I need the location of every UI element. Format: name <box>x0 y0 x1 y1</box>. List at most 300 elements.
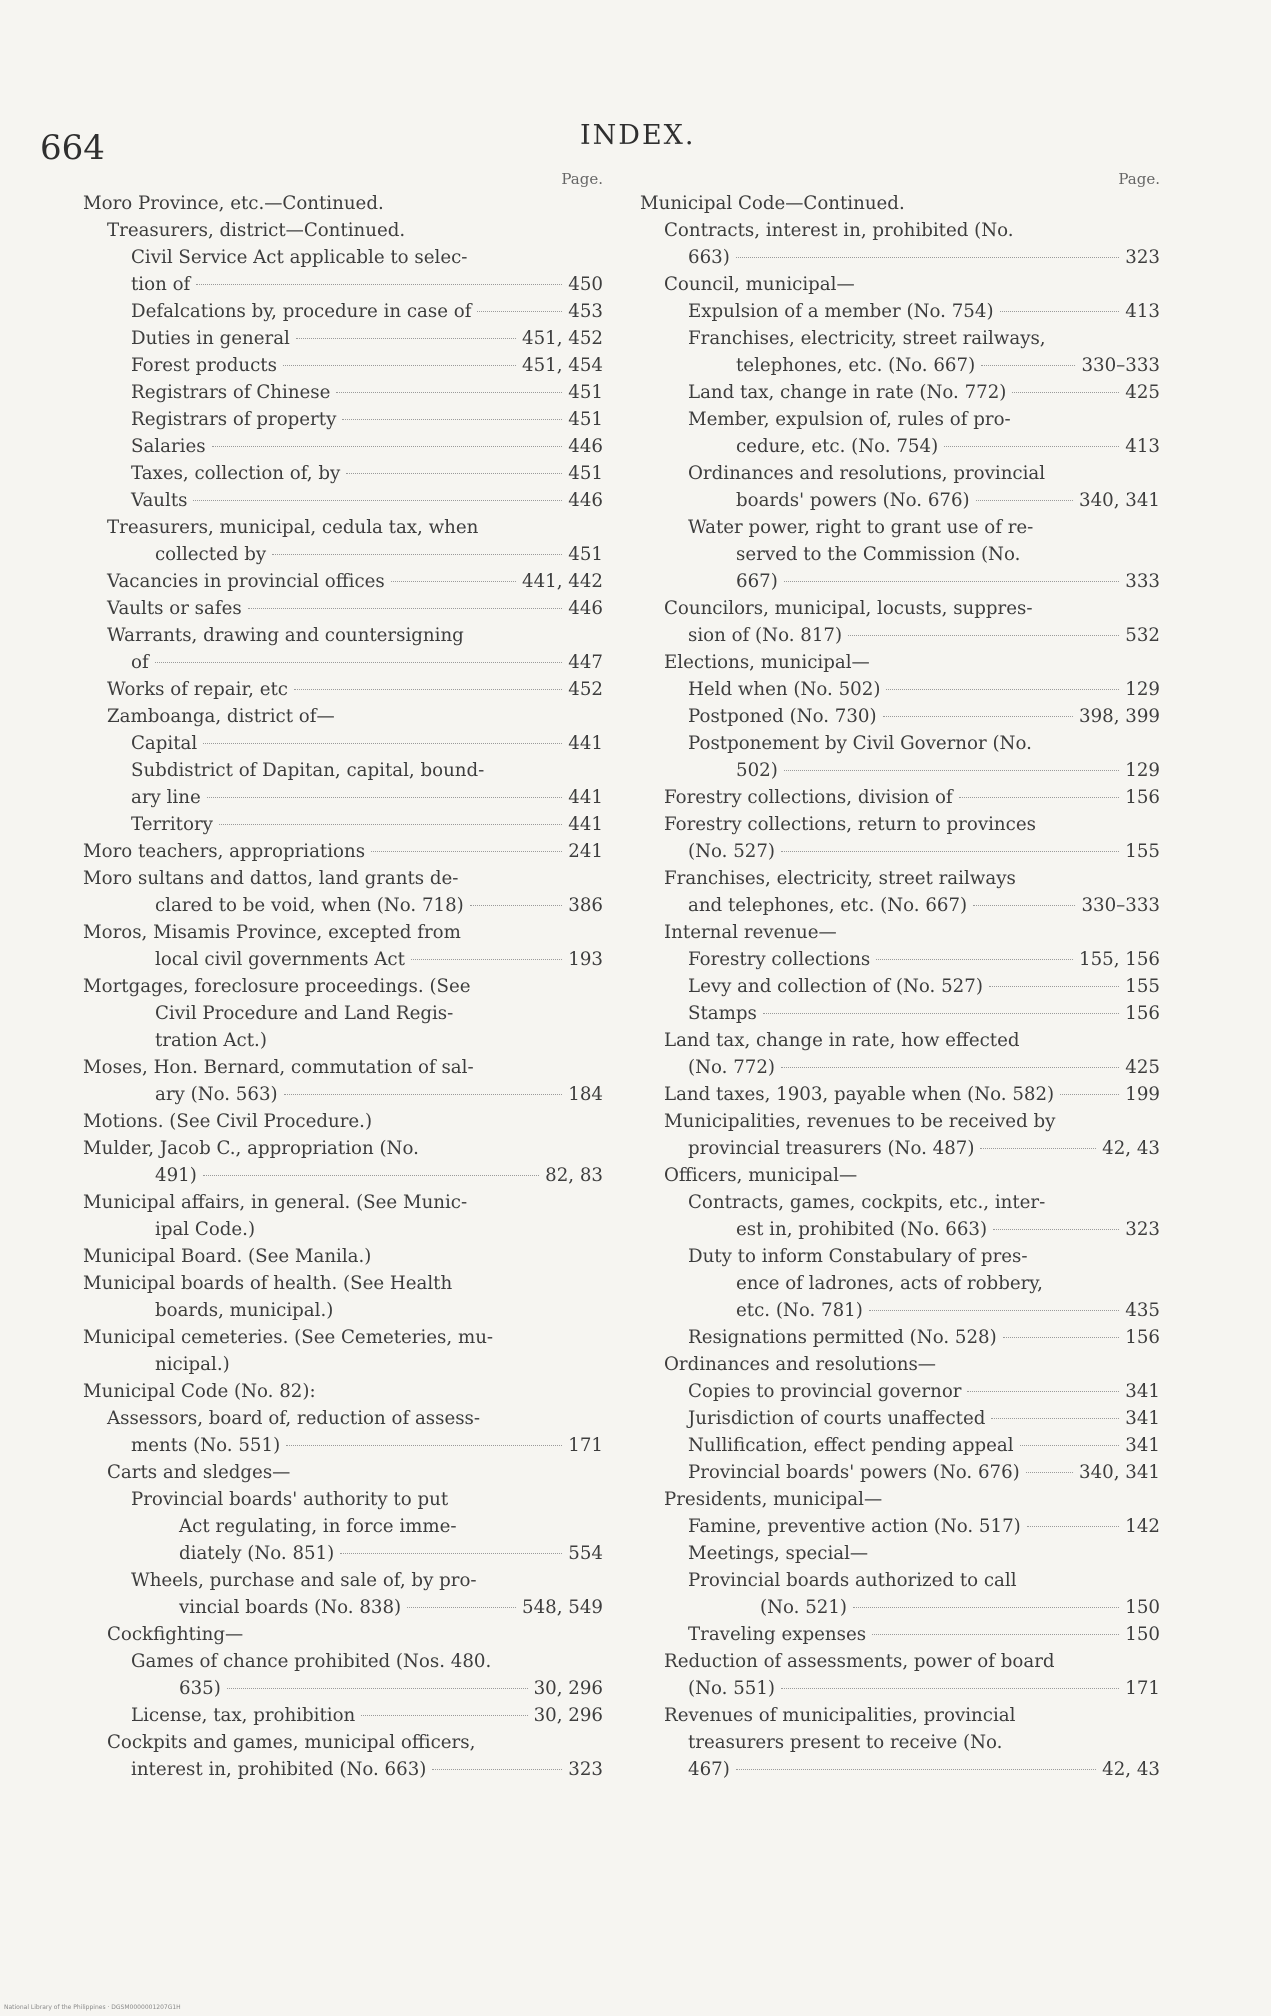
index-entry <box>83 838 603 865</box>
index-entry <box>640 892 1160 919</box>
index-entry <box>83 1000 603 1027</box>
index-entry <box>640 568 1160 595</box>
index-entry <box>83 271 603 298</box>
index-entry <box>640 1459 1160 1486</box>
index-entry <box>83 1432 603 1459</box>
entry-text: Provincial boards' authority to put <box>131 1489 449 1510</box>
entry-text: ipal Code.) <box>155 1219 256 1240</box>
entry-text: Land taxes, 1903, payable when (No. 582) <box>664 1084 1055 1105</box>
index-column-left <box>83 168 603 1783</box>
index-entry <box>640 1081 1160 1108</box>
entry-text: Elections, municipal— <box>664 652 870 673</box>
index-entry <box>83 1567 603 1594</box>
entry-text: Subdistrict of Dapitan, capital, bound- <box>131 760 485 781</box>
index-entry <box>83 1324 603 1351</box>
entry-text: 467) <box>688 1759 730 1780</box>
index-entry <box>640 1135 1160 1162</box>
index-entry <box>83 811 603 838</box>
entry-text: Motions. (See Civil Procedure.) <box>83 1111 373 1132</box>
entry-text: Expulsion of a member (No. 754) <box>688 301 994 322</box>
entry-text: Act regulating, in force imme- <box>179 1516 457 1537</box>
index-entry <box>640 217 1160 244</box>
entry-text: etc. (No. 781) <box>736 1300 863 1321</box>
index-entry <box>83 784 603 811</box>
index-entry <box>83 298 603 325</box>
entry-text: Registrars of Chinese <box>131 382 331 403</box>
entry-text: 667) <box>736 571 778 592</box>
entry-text: Water power, right to grant use of re- <box>688 517 1034 538</box>
entry-text: Civil Service Act applicable to selec- <box>131 247 468 268</box>
page-reference: 155 <box>1125 841 1160 862</box>
dot-leader <box>784 770 1119 771</box>
page-reference: 341 <box>1125 1408 1160 1429</box>
entry-text: Jurisdiction of courts unaffected <box>688 1408 986 1429</box>
dot-leader <box>248 608 563 609</box>
page-reference: 451, 454 <box>522 355 603 376</box>
index-entry <box>640 1567 1160 1594</box>
entry-text: est in, prohibited (No. 663) <box>736 1219 988 1240</box>
index-entry <box>83 460 603 487</box>
entry-text: Municipal Code (No. 82): <box>83 1381 316 1402</box>
index-entry <box>640 1675 1160 1702</box>
page-reference: 413 <box>1125 301 1160 322</box>
page-reference: 241 <box>568 841 603 862</box>
page-number: 664 <box>40 128 105 168</box>
page-reference: 451 <box>568 409 603 430</box>
entry-text: Duty to inform Constabulary of pres- <box>688 1246 1028 1267</box>
dot-leader <box>411 959 562 960</box>
dot-leader <box>763 1013 1119 1014</box>
page-reference: 425 <box>1125 1057 1160 1078</box>
index-entry <box>640 1486 1160 1513</box>
entry-text: of <box>131 652 149 673</box>
index-entry <box>83 595 603 622</box>
entry-text: 635) <box>179 1678 221 1699</box>
index-entry <box>83 541 603 568</box>
dot-leader <box>781 1688 1119 1689</box>
dot-leader <box>784 581 1119 582</box>
page-reference: 450 <box>568 274 603 295</box>
index-entry <box>640 271 1160 298</box>
entry-text: Moses, Hon. Bernard, commutation of sal- <box>83 1057 474 1078</box>
entry-text: Copies to provincial governor <box>688 1381 962 1402</box>
index-entry <box>83 1135 603 1162</box>
dot-leader <box>340 1553 562 1554</box>
index-column-right <box>640 168 1160 1783</box>
dot-leader <box>1000 311 1120 312</box>
index-entry <box>83 244 603 271</box>
entry-text: Municipal Code—Continued. <box>640 193 905 214</box>
page-reference: 129 <box>1125 679 1160 700</box>
entry-text: Forestry collections, return to provinces <box>664 814 1036 835</box>
index-entry <box>640 757 1160 784</box>
index-entry <box>83 865 603 892</box>
index-entry <box>640 865 1160 892</box>
page-reference: 171 <box>1125 1678 1160 1699</box>
entry-text: Reduction of assessments, power of board <box>664 1651 1055 1672</box>
index-entry <box>83 433 603 460</box>
index-entry <box>640 703 1160 730</box>
entry-text: Contracts, games, cockpits, etc., inter- <box>688 1192 1046 1213</box>
page-reference: 42, 43 <box>1102 1138 1160 1159</box>
page-reference: 435 <box>1125 1300 1160 1321</box>
entry-text: 502) <box>736 760 778 781</box>
dot-leader <box>203 743 562 744</box>
page-reference: 447 <box>568 652 603 673</box>
dot-leader <box>944 446 1119 447</box>
page-reference: 386 <box>568 895 603 916</box>
index-entry <box>83 622 603 649</box>
index-entry <box>83 1081 603 1108</box>
index-entry <box>83 1189 603 1216</box>
page-reference: 441 <box>568 787 603 808</box>
index-entry <box>640 1351 1160 1378</box>
page-reference: 451 <box>568 463 603 484</box>
entry-text: ence of ladrones, acts of robbery, <box>736 1273 1043 1294</box>
entry-text: diately (No. 851) <box>179 1543 335 1564</box>
dot-leader <box>193 500 562 501</box>
entry-text: Carts and sledges— <box>107 1462 291 1483</box>
entry-text: (No. 527) <box>688 841 776 862</box>
dot-leader <box>371 851 562 852</box>
entry-text: Stamps <box>688 1003 757 1024</box>
dot-leader <box>991 1418 1119 1419</box>
page-reference: 453 <box>568 301 603 322</box>
entry-text: vincial boards (No. 838) <box>179 1597 402 1618</box>
index-entry <box>640 1432 1160 1459</box>
index-entry <box>640 406 1160 433</box>
entry-text: Vaults <box>131 490 188 511</box>
entry-text: boards, municipal.) <box>155 1300 334 1321</box>
page-reference: 156 <box>1125 1327 1160 1348</box>
page-reference: 171 <box>568 1435 603 1456</box>
index-entry <box>640 1270 1160 1297</box>
index-entry <box>640 460 1160 487</box>
entry-text: Territory <box>131 814 213 835</box>
index-entry <box>83 568 603 595</box>
dot-leader <box>980 1148 1096 1149</box>
entry-text: Assessors, board of, reduction of assess- <box>107 1408 481 1429</box>
page-reference: 82, 83 <box>545 1165 603 1186</box>
entry-text: ary (No. 563) <box>155 1084 278 1105</box>
page-reference: 150 <box>1125 1624 1160 1645</box>
page-reference: 532 <box>1125 625 1160 646</box>
index-entry <box>83 730 603 757</box>
entry-text: Officers, municipal— <box>664 1165 858 1186</box>
entry-text: Treasurers, municipal, cedula tax, when <box>107 517 479 538</box>
index-entry <box>83 514 603 541</box>
index-entry <box>83 487 603 514</box>
entry-text: Salaries <box>131 436 206 457</box>
index-entry <box>640 730 1160 757</box>
dot-leader <box>227 1688 528 1689</box>
page-column-label: Page. <box>561 170 603 188</box>
entry-text: Land tax, change in rate (No. 772) <box>688 382 1007 403</box>
dot-leader <box>869 1310 1119 1311</box>
entry-text: local civil governments Act <box>155 949 405 970</box>
index-entry <box>640 244 1160 271</box>
entry-text: Ordinances and resolutions, provincial <box>688 463 1046 484</box>
index-entry <box>83 1648 603 1675</box>
index-entry <box>83 703 603 730</box>
index-entry <box>83 190 603 217</box>
page-reference: 150 <box>1125 1597 1160 1618</box>
entry-text: Mortgages, foreclosure proceedings. (See <box>83 976 471 997</box>
page-reference: 333 <box>1125 571 1160 592</box>
page-reference: 199 <box>1125 1084 1160 1105</box>
entry-text: ary line <box>131 787 201 808</box>
dot-leader <box>284 1094 563 1095</box>
index-entry <box>640 946 1160 973</box>
page-reference: 341 <box>1125 1381 1160 1402</box>
entry-text: Mulder, Jacob C., appropriation (No. <box>83 1138 419 1159</box>
entry-text: Cockpits and games, municipal officers, <box>107 1732 476 1753</box>
page-reference: 554 <box>568 1543 603 1564</box>
index-entry <box>83 1054 603 1081</box>
entry-text: Registrars of property <box>131 409 337 430</box>
index-entry <box>640 973 1160 1000</box>
entry-text: (No. 551) <box>688 1678 776 1699</box>
index-entry <box>640 1297 1160 1324</box>
index-entry <box>640 1702 1160 1729</box>
index-entry <box>83 757 603 784</box>
entry-text: cedure, etc. (No. 754) <box>736 436 939 457</box>
entry-text: clared to be void, when (No. 718) <box>155 895 464 916</box>
index-entry <box>640 1405 1160 1432</box>
page-reference: 323 <box>1125 1219 1160 1240</box>
entry-text: collected by <box>155 544 267 565</box>
index-entry <box>640 1162 1160 1189</box>
index-entries <box>640 190 1160 1783</box>
index-entry <box>640 487 1160 514</box>
page-reference: 30, 296 <box>533 1678 603 1699</box>
page-reference: 451, 452 <box>522 328 603 349</box>
page-reference: 323 <box>568 1759 603 1780</box>
index-entry <box>83 1486 603 1513</box>
index-entry <box>83 676 603 703</box>
dot-leader <box>853 1607 1119 1608</box>
dot-leader <box>207 797 563 798</box>
entry-text: Resignations permitted (No. 528) <box>688 1327 997 1348</box>
dot-leader <box>407 1607 516 1608</box>
page-reference: 323 <box>1125 247 1160 268</box>
page-reference: 441 <box>568 733 603 754</box>
entry-text: Postponed (No. 730) <box>688 706 877 727</box>
page-reference: 548, 549 <box>522 1597 603 1618</box>
index-entry <box>83 1297 603 1324</box>
dot-leader <box>361 1715 527 1716</box>
entry-text: Works of repair, etc <box>107 679 288 700</box>
page-reference: 330–333 <box>1081 895 1160 916</box>
dot-leader <box>981 365 1075 366</box>
index-entry <box>640 1324 1160 1351</box>
page-reference: 184 <box>568 1084 603 1105</box>
index-entry <box>83 892 603 919</box>
page-reference: 155, 156 <box>1079 949 1160 970</box>
entry-text: Franchises, electricity, street railways <box>664 868 1016 889</box>
index-entry <box>640 1594 1160 1621</box>
entry-text: telephones, etc. (No. 667) <box>736 355 976 376</box>
page-column-label: Page. <box>1118 170 1160 188</box>
index-entry <box>83 946 603 973</box>
dot-leader <box>993 1229 1119 1230</box>
index-entry <box>640 1648 1160 1675</box>
entry-text: Municipal boards of health. (See Health <box>83 1273 453 1294</box>
index-entry <box>83 1594 603 1621</box>
entry-text: Municipalities, revenues to be received by <box>664 1111 1056 1132</box>
entry-text: Wheels, purchase and sale of, by pro- <box>131 1570 477 1591</box>
index-entry <box>640 595 1160 622</box>
index-entry <box>83 1405 603 1432</box>
entry-text: ments (No. 551) <box>131 1435 281 1456</box>
index-entry <box>640 649 1160 676</box>
dot-leader <box>989 986 1119 987</box>
dot-leader <box>342 419 562 420</box>
entry-text: Municipal affairs, in general. (See Munic- <box>83 1192 468 1213</box>
page-reference: 129 <box>1125 760 1160 781</box>
index-entry <box>83 1351 603 1378</box>
dot-leader <box>1012 392 1119 393</box>
index-entry <box>83 1027 603 1054</box>
entry-text: License, tax, prohibition <box>131 1705 356 1726</box>
index-entry <box>83 1459 603 1486</box>
entry-text: Councilors, municipal, locusts, suppres- <box>664 598 1033 619</box>
index-entry <box>640 1189 1160 1216</box>
index-entry <box>640 541 1160 568</box>
entry-text: Forestry collections <box>688 949 871 970</box>
index-entry <box>83 1108 603 1135</box>
entry-text: Duties in general <box>131 328 290 349</box>
dot-leader <box>155 662 563 663</box>
page-reference: 340, 341 <box>1079 1462 1160 1483</box>
page-reference: 156 <box>1125 1003 1160 1024</box>
page-reference: 446 <box>568 436 603 457</box>
entry-text: boards' powers (No. 676) <box>736 490 970 511</box>
index-entry <box>640 298 1160 325</box>
entry-text: Defalcations by, procedure in case of <box>131 301 472 322</box>
index-entry <box>640 1027 1160 1054</box>
index-entry <box>83 649 603 676</box>
index-entry <box>640 1054 1160 1081</box>
index-entry <box>83 1540 603 1567</box>
index-entries <box>83 190 603 1783</box>
entry-text: Moros, Misamis Province, excepted from <box>83 922 461 943</box>
index-entry <box>640 1378 1160 1405</box>
entry-text: Levy and collection of (No. 527) <box>688 976 983 997</box>
entry-text: Provincial boards authorized to call <box>688 1570 1017 1591</box>
entry-text: treasurers present to receive (No. <box>688 1732 1003 1753</box>
index-entry <box>640 622 1160 649</box>
index-entry <box>640 352 1160 379</box>
page-reference: 30, 296 <box>533 1705 603 1726</box>
dot-leader <box>781 851 1119 852</box>
index-entry <box>640 919 1160 946</box>
entry-text: Council, municipal— <box>664 274 855 295</box>
page-reference: 42, 43 <box>1102 1759 1160 1780</box>
entry-text: Presidents, municipal— <box>664 1489 883 1510</box>
index-entry <box>83 1270 603 1297</box>
page-reference: 330–333 <box>1081 355 1160 376</box>
entry-text: served to the Commission (No. <box>736 544 1021 565</box>
dot-leader <box>203 1175 539 1176</box>
entry-text: Held when (No. 502) <box>688 679 881 700</box>
page-reference: 446 <box>568 490 603 511</box>
entry-text: sion of (No. 817) <box>688 625 843 646</box>
entry-text: Nullification, effect pending appeal <box>688 1435 1014 1456</box>
entry-text: Ordinances and resolutions— <box>664 1354 936 1375</box>
index-entry <box>640 514 1160 541</box>
entry-text: Taxes, collection of, by <box>131 463 341 484</box>
dot-leader <box>272 554 562 555</box>
page-reference: 413 <box>1125 436 1160 457</box>
entry-text: Postponement by Civil Governor (No. <box>688 733 1032 754</box>
entry-text: Provincial boards' powers (No. 676) <box>688 1462 1020 1483</box>
index-entry <box>83 379 603 406</box>
index-entry <box>640 379 1160 406</box>
dot-leader <box>976 500 1073 501</box>
page-reference: 156 <box>1125 787 1160 808</box>
dot-leader <box>294 689 562 690</box>
dot-leader <box>1060 1094 1119 1095</box>
dot-leader <box>1020 1445 1120 1446</box>
page-reference: 340, 341 <box>1079 490 1160 511</box>
entry-text: Famine, preventive action (No. 517) <box>688 1516 1021 1537</box>
entry-text: nicipal.) <box>155 1354 230 1375</box>
page-reference: 193 <box>568 949 603 970</box>
index-entry <box>83 325 603 352</box>
page-reference: 441, 442 <box>522 571 603 592</box>
page-reference: 441 <box>568 814 603 835</box>
index-entry <box>83 919 603 946</box>
dot-leader <box>470 905 563 906</box>
dot-leader <box>296 338 516 339</box>
entry-text: Forest products <box>131 355 277 376</box>
dot-leader <box>872 1634 1119 1635</box>
entry-text: Moro Province, etc.—Continued. <box>83 193 384 214</box>
dot-leader <box>346 473 562 474</box>
index-entry <box>83 352 603 379</box>
entry-text: Vaults or safes <box>107 598 242 619</box>
dot-leader <box>736 257 1119 258</box>
running-head: INDEX. <box>580 120 696 151</box>
index-entry <box>640 1216 1160 1243</box>
dot-leader <box>973 905 1075 906</box>
index-entry <box>640 784 1160 811</box>
dot-leader <box>883 716 1073 717</box>
entry-text: Municipal cemeteries. (See Cemeteries, mu- <box>83 1327 494 1348</box>
entry-text: Moro teachers, appropriations <box>83 841 366 862</box>
dot-leader <box>283 365 516 366</box>
entry-text: tion of <box>131 274 191 295</box>
entry-text: Land tax, change in rate, how effected <box>664 1030 1020 1051</box>
dot-leader <box>967 1391 1119 1392</box>
dot-leader <box>848 635 1119 636</box>
dot-leader <box>212 446 563 447</box>
index-entry <box>83 1675 603 1702</box>
entry-text: Forestry collections, division of <box>664 787 953 808</box>
entry-text: Revenues of municipalities, provincial <box>664 1705 1016 1726</box>
dot-leader <box>432 1769 562 1770</box>
dot-leader <box>781 1067 1119 1068</box>
dot-leader <box>196 284 562 285</box>
index-entry <box>83 406 603 433</box>
dot-leader <box>286 1445 562 1446</box>
page-reference: 425 <box>1125 382 1160 403</box>
page-reference: 451 <box>568 382 603 403</box>
library-imprint: National Library of the Philippines · DGSM0000001207G1H <box>4 2004 181 2011</box>
index-entry <box>83 1378 603 1405</box>
entry-text: provincial treasurers (No. 487) <box>688 1138 975 1159</box>
